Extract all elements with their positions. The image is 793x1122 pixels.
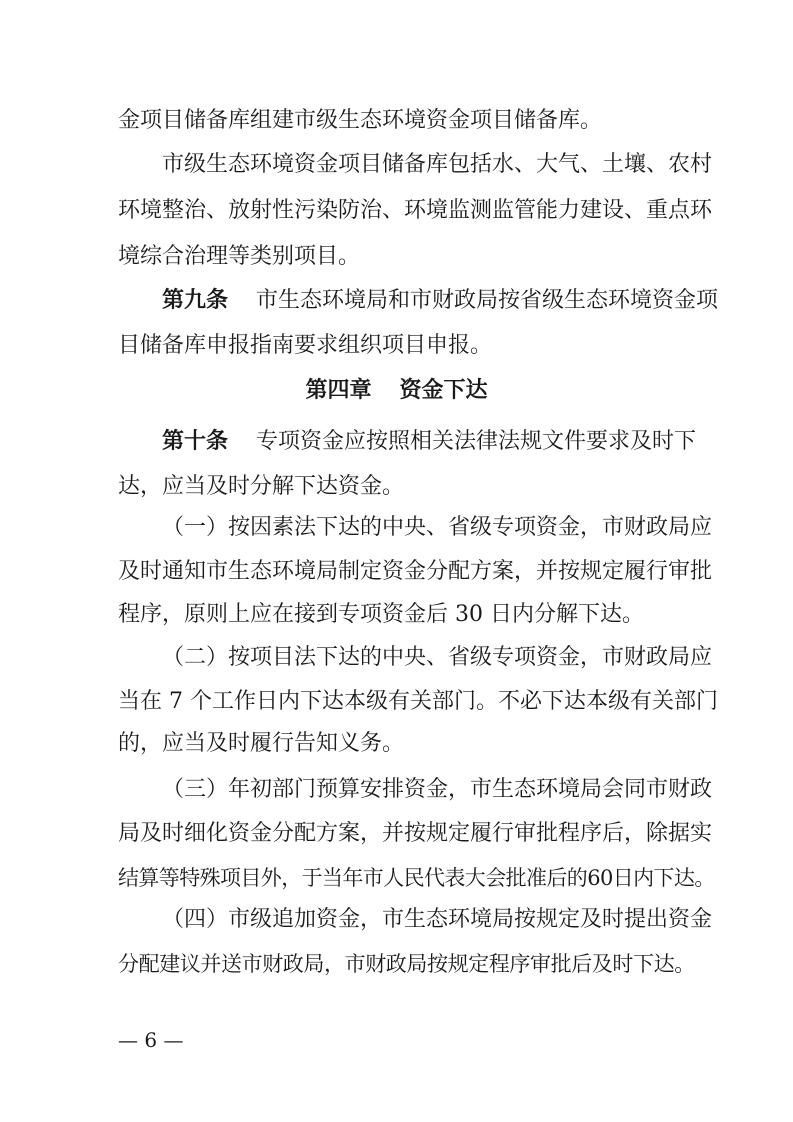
article-label: 第十条 [162,429,229,454]
paragraph-line [162,144,793,186]
text-span: 当在 7 个工作日内下达本级有关部门。不必下达本级有关部门 [118,689,718,714]
text-span: 的，应当及时履行告知义务。 [118,731,405,756]
paragraph-line [118,466,793,508]
paragraph-line [162,637,793,679]
paragraph-line [118,594,793,636]
text-span: 环境整治、放射性污染防治、环境监测监管能力建设、重点环 [118,198,713,223]
paragraph-line [118,236,793,278]
paragraph-line [118,551,793,593]
article-line [162,280,793,322]
paragraph-line [118,325,793,367]
paragraph-line [118,190,793,232]
paragraph-line [118,943,793,985]
text-span: （三）年初部门预算安排资金，市生态环境局会同市财政 [162,777,713,802]
paragraph-line [118,857,793,899]
paragraph-line [118,100,793,142]
text-span: 市级生态环境资金项目储备库包括水、大气、土壤、农村 [162,152,713,177]
chapter-title: 资金下达 [399,378,488,403]
text-span: 达，应当及时分解下达资金。 [118,474,405,499]
paragraph-line [162,507,793,549]
chapter-heading [0,370,793,412]
text-span: 结算等特殊项目外，于当年市人民代表大会批准后的60日内下达。 [118,866,715,890]
article-line [162,421,793,463]
text-span: 目储备库申报指南要求组织项目申报。 [118,333,493,358]
paragraph-line [118,813,793,855]
article-label: 第九条 [162,288,229,313]
paragraph-line [118,723,793,765]
text-span: 专项资金应按照相关法律法规文件要求及时下 [256,429,697,454]
text-span: 市生态环境局和市财政局按省级生态环境资金项 [256,288,719,313]
text-span: 金项目储备库组建市级生态环境资金项目储备库。 [118,108,603,133]
chapter-number: 第四章 [305,378,372,403]
text-span: 局及时细化资金分配方案，并按规定履行审批程序后，除据实 [118,821,713,846]
text-span: 境综合治理等类别项目。 [118,244,361,269]
text-span: 程序，原则上应在接到专项资金后 30 日内分解下达。 [118,602,644,627]
paragraph-line [162,899,793,941]
paragraph-line [118,681,793,723]
paragraph-line [162,769,793,811]
text-span: （四）市级追加资金，市生态环境局按规定及时提出资金 [162,907,713,932]
text-span: 及时通知市生态环境局制定资金分配方案，并按规定履行审批 [118,559,713,584]
text-span: （一）按因素法下达的中央、省级专项资金，市财政局应 [162,515,713,540]
page-number: — 6 — [118,1028,184,1052]
text-span: 分配建议并送市财政局，市财政局按规定程序审批后及时下达。 [118,952,695,976]
text-span: （二）按项目法下达的中央、省级专项资金，市财政局应 [162,645,713,670]
